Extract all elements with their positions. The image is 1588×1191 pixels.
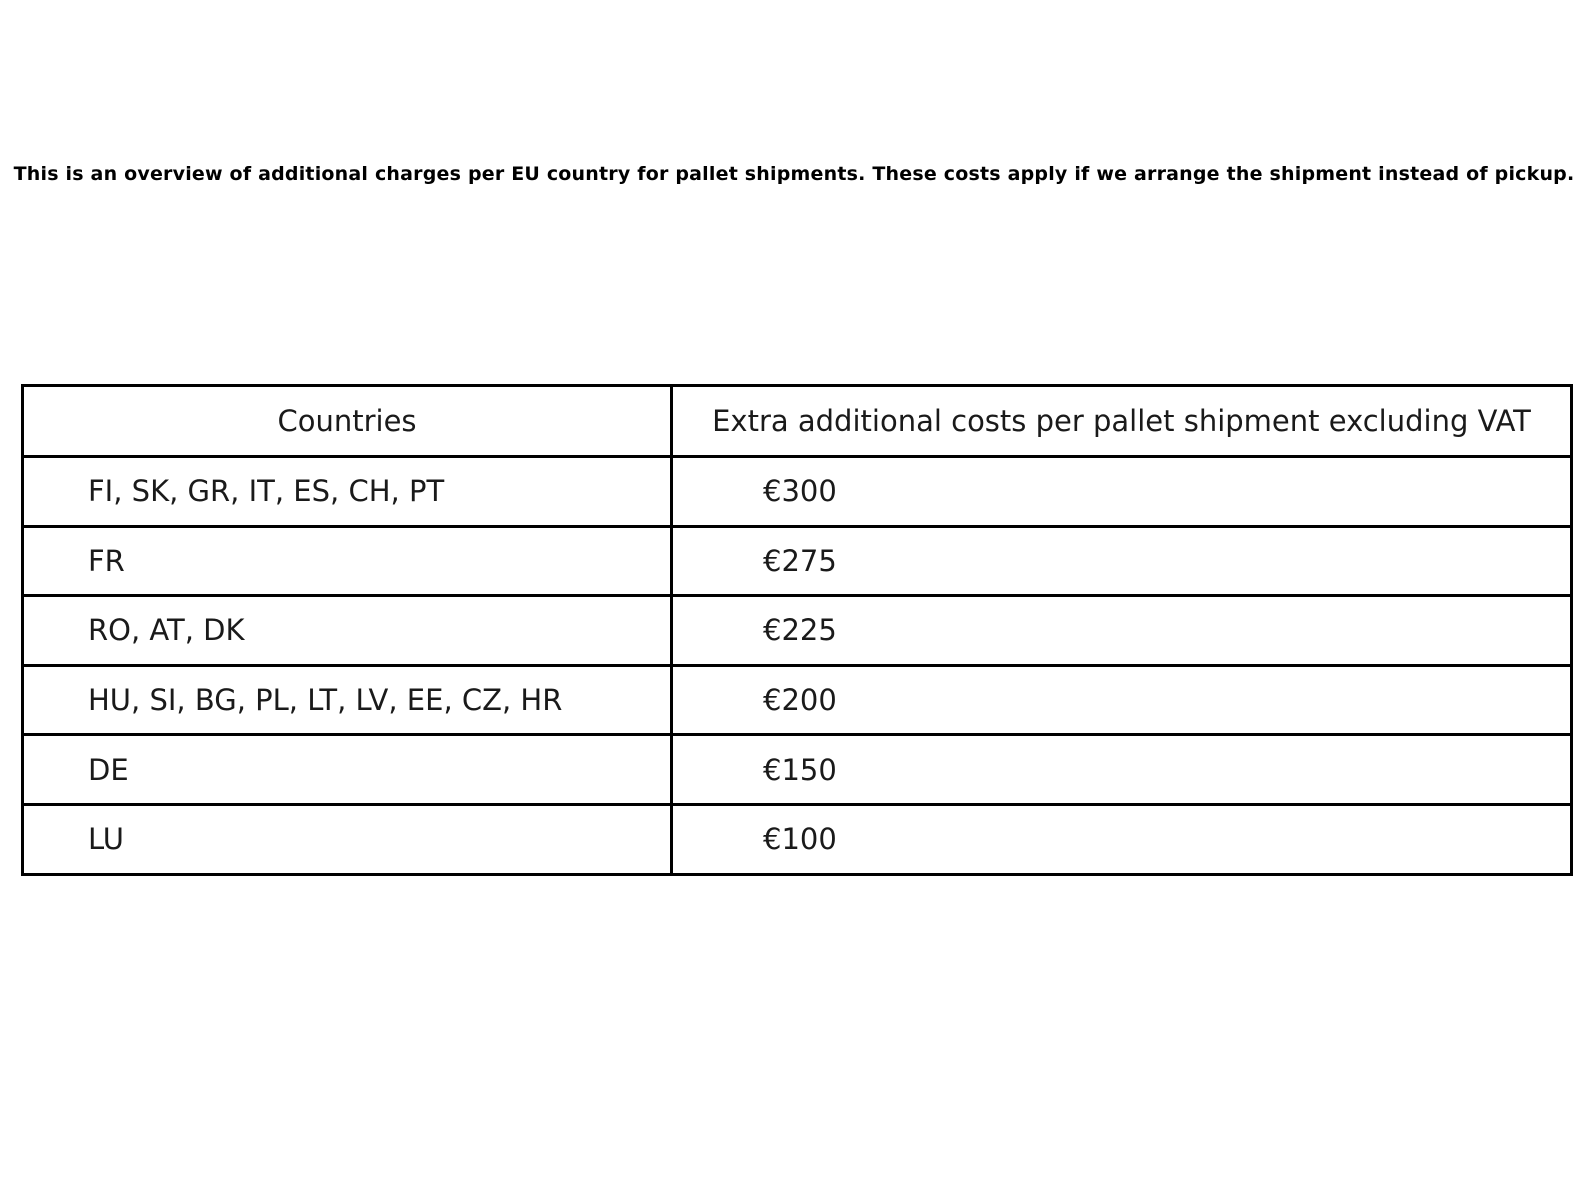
table-header-row xyxy=(23,386,1572,457)
cost-cell: €225 xyxy=(672,596,1572,666)
countries-cell: HU, SI, BG, PL, LT, LV, EE, CZ, HR xyxy=(23,665,672,735)
cost-cell: €200 xyxy=(672,665,1572,735)
table-row xyxy=(23,596,1572,666)
countries-cell: LU xyxy=(23,804,672,874)
cost-cell: €150 xyxy=(672,735,1572,805)
countries-column-header: Countries xyxy=(23,386,672,457)
table-row xyxy=(23,735,1572,805)
table-row xyxy=(23,804,1572,874)
cost-cell: €300 xyxy=(672,457,1572,527)
table-row xyxy=(23,526,1572,596)
countries-cell: DE xyxy=(23,735,672,805)
table-row xyxy=(23,665,1572,735)
cost-cell: €100 xyxy=(672,804,1572,874)
cost-cell: €275 xyxy=(672,526,1572,596)
countries-cell: FI, SK, GR, IT, ES, CH, PT xyxy=(23,457,672,527)
cost-column-header: Extra additional costs per pallet shipment excluding VAT xyxy=(672,386,1572,457)
table-row xyxy=(23,457,1572,527)
countries-cell: RO, AT, DK xyxy=(23,596,672,666)
countries-cell: FR xyxy=(23,526,672,596)
charges-table xyxy=(21,384,1573,876)
intro-text: This is an overview of additional charges per EU country for pallet shipments. These costs apply if we arrange the shipment instead of pickup. xyxy=(13,163,1575,185)
